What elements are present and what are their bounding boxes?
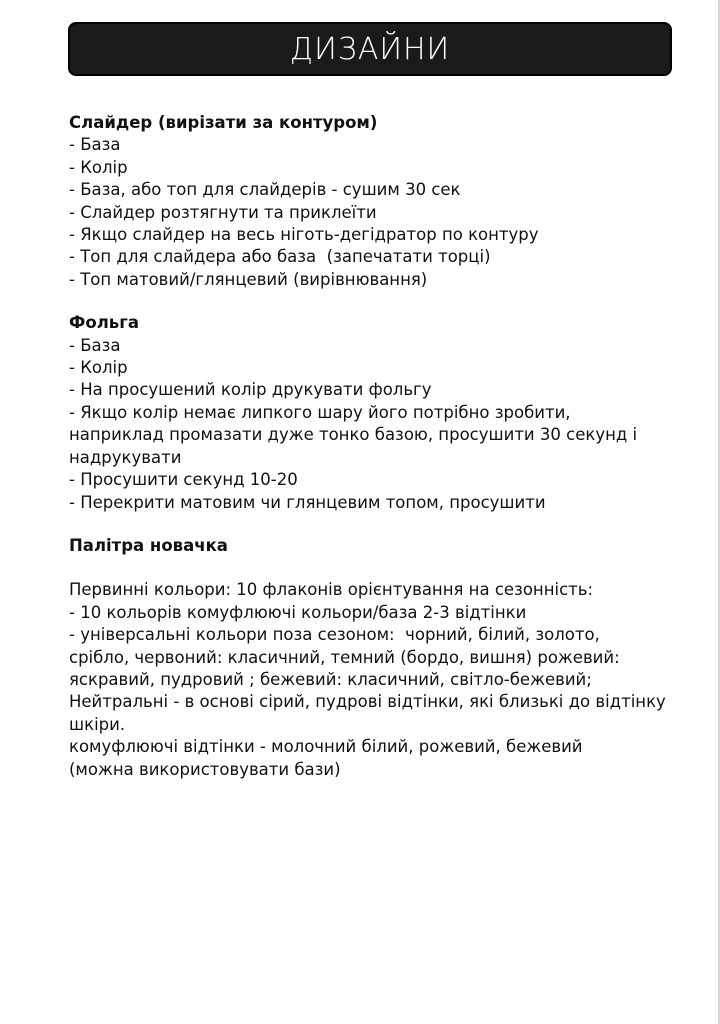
list-item: - Перекрити матовим чи глянцевим топом, просушити xyxy=(69,492,546,512)
list-item: - Просушити секунд 10-20 xyxy=(69,470,298,490)
text-line: Нейтральні - в основі сірий, пудрові відтінки, які близькі до відтінку xyxy=(69,692,666,712)
list-item: - На просушений колір друкувати фольгу xyxy=(69,380,432,400)
list-item: - Колір xyxy=(69,358,128,378)
list-item: наприклад промазати дуже тонко базою, просушити 30 секунд і xyxy=(69,425,638,445)
text-line: Первинні кольори: 10 флаконів орієнтування на сезонність: xyxy=(69,580,594,600)
title-banner xyxy=(68,22,672,76)
section-heading: Фольга xyxy=(69,313,139,333)
list-item: - Слайдер розтягнути та приклеїти xyxy=(69,202,377,222)
text-line: срібло, червоний: класичний, темний (бордо, вишня) рожевий: xyxy=(69,647,620,667)
text-line: комуфлюючі відтінки - молочний білий, рожевий, бежевий xyxy=(69,737,583,757)
list-item: надрукувати xyxy=(69,447,182,467)
text-line: яскравий, пудровий ; бежевий: класичний, світло-бежевий; xyxy=(69,669,592,689)
document-body xyxy=(69,112,679,781)
section-slider xyxy=(69,112,679,291)
list-item: - 10 кольорів комуфлюючі кольори/база 2-3 відтінки xyxy=(69,602,527,622)
list-item: - Колір xyxy=(69,157,128,177)
list-item: - База xyxy=(69,135,121,155)
section-foil xyxy=(69,312,679,514)
text-line: (можна використовувати бази) xyxy=(69,759,341,779)
blank-line xyxy=(69,557,679,579)
section-heading: Палітра новачка xyxy=(69,535,228,555)
list-item: - Топ для слайдера або база (запечатати торці) xyxy=(69,247,491,267)
list-item: - Якщо слайдер на весь ніготь-дегідратор по контуру xyxy=(69,225,539,245)
list-item: - База xyxy=(69,335,121,355)
list-item: - Якщо колір немає липкого шару його потрібно зробити, xyxy=(69,402,571,422)
section-heading: Слайдер (вирізати за контуром) xyxy=(69,113,378,132)
list-item: - універсальні кольори поза сезоном: чорний, білий, золото, xyxy=(69,625,600,645)
list-item: - Топ матовий/глянцевий (вирівнювання) xyxy=(69,269,428,289)
section-palette xyxy=(69,535,679,781)
page-title: ДИЗАЙНИ xyxy=(289,31,451,67)
list-item: - База, або топ для слайдерів - сушим 30 сек xyxy=(69,180,461,200)
text-line: шкіри. xyxy=(69,714,126,734)
